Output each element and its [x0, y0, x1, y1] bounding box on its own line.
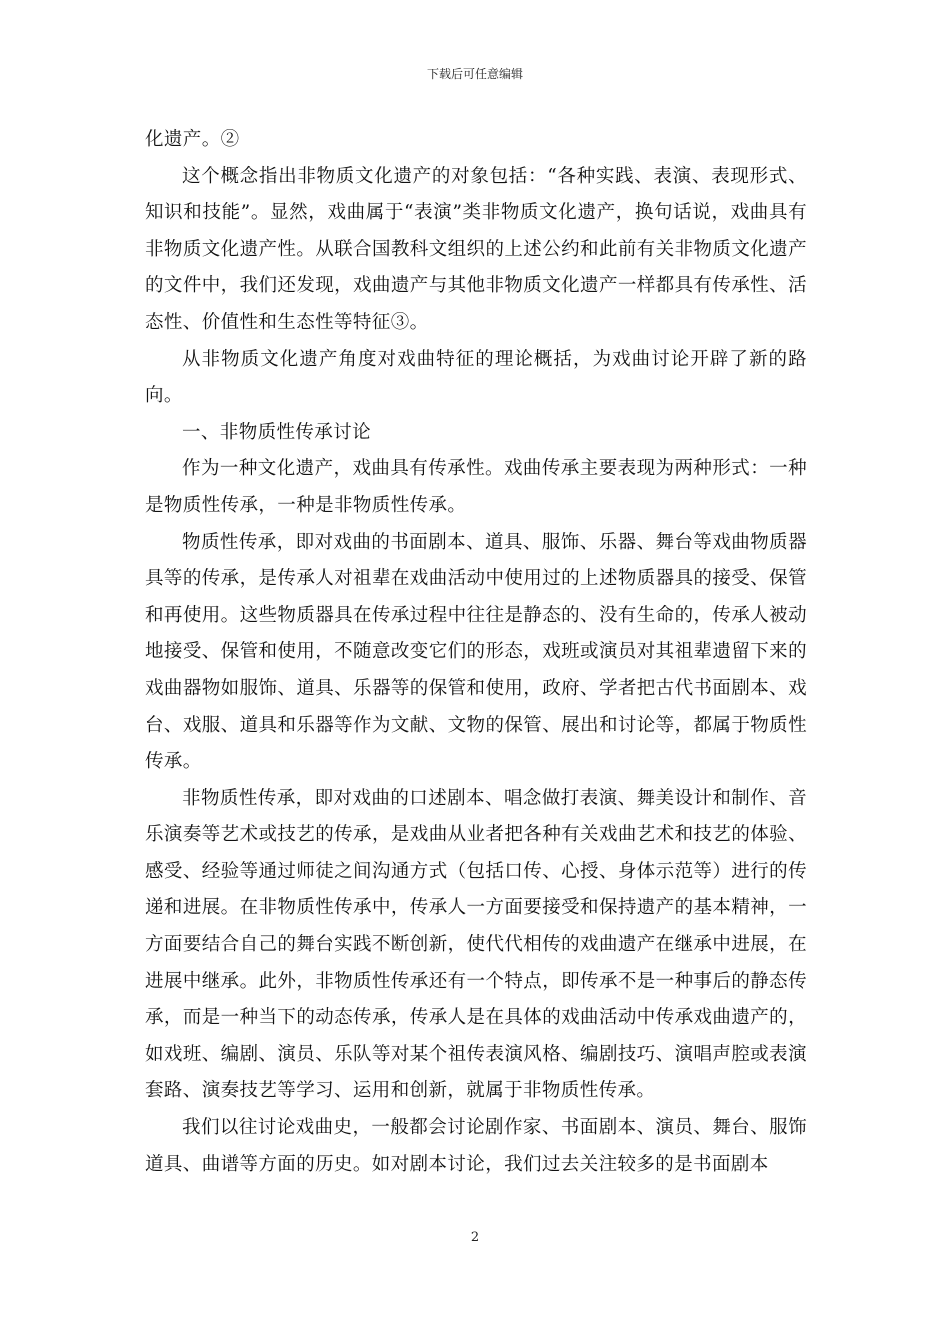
paragraph: 作为一种文化遗产，戏曲具有传承性。戏曲传承主要表现为两种形式：一种是物质性传承，一种是非物质性传承。	[145, 458, 807, 516]
paragraph: 化遗产。②	[145, 129, 240, 150]
paragraph: 非物质性传承，即对戏曲的口述剧本、唱念做打表演、舞美设计和制作、音乐演奏等艺术或技艺的传承，是戏曲从业者把各种有关戏曲艺术和技艺的体验、感受、经验等通过师徒之间沟通方式（包括口传、心授、身体示范等）进行的传递和进展。在非物质性传承中，传承人一方面要接受和保持遗产的基本精神，一方面要结合自己的舞台实践不断创新，使代代相传的戏曲遗产在继承中进展，在进展中继承。此外，非物质性传承还有一个特点，即传承不是一种事后的静态传承，而是一种当下的动态传承，传承人是在具体的戏曲活动中传承戏曲遗产的，如戏班、编剧、演员、乐队等对某个祖传表演风格、编剧技巧、演唱声腔或表演套路、演奏技艺等学习、运用和创新，就属于非物质性传承。	[145, 787, 807, 1102]
paragraph: 这个概念指出非物质文化遗产的对象包括：“各种实践、表演、表现形式、知识和技能”。显然，戏曲属于“表演”类非物质文化遗产，换句话说，戏曲具有非物质文化遗产性。从联合国教科文组织的上述公约和此前有关非物质文化遗产的文件中，我们还发现，戏曲遗产与其他非物质文化遗产一样都具有传承性、活态性、价值性和生态性等特征③。	[145, 165, 807, 333]
paragraph: 我们以往讨论戏曲史，一般都会讨论剧作家、书面剧本、演员、舞台、服饰道具、曲谱等方面的历史。如对剧本讨论，我们过去关注较多的是书面剧本	[145, 1117, 807, 1175]
section-heading: 一、非物质性传承讨论	[182, 421, 372, 443]
body-text	[145, 122, 807, 1183]
page-header: 下载后可任意编辑	[426, 67, 523, 81]
paragraph: 从非物质文化遗产角度对戏曲特征的理论概括，为戏曲讨论开辟了新的路向。	[145, 348, 807, 407]
page-number: 2	[470, 1230, 480, 1245]
paragraph: 物质性传承，即对戏曲的书面剧本、道具、服饰、乐器、舞台等戏曲物质器具等的传承，是传承人对祖辈在戏曲活动中使用过的上述物质器具的接受、保管和再使用。这些物质器具在传承过程中往往是静态的、没有生命的，传承人被动地接受、保管和使用，不随意改变它们的形态，戏班或演员对其祖辈遗留下来的戏曲器物如服饰、道具、乐器等的保管和使用，政府、学者把古代书面剧本、戏台、戏服、道具和乐器等作为文献、文物的保管、展出和讨论等，都属于物质性传承。	[145, 531, 807, 773]
